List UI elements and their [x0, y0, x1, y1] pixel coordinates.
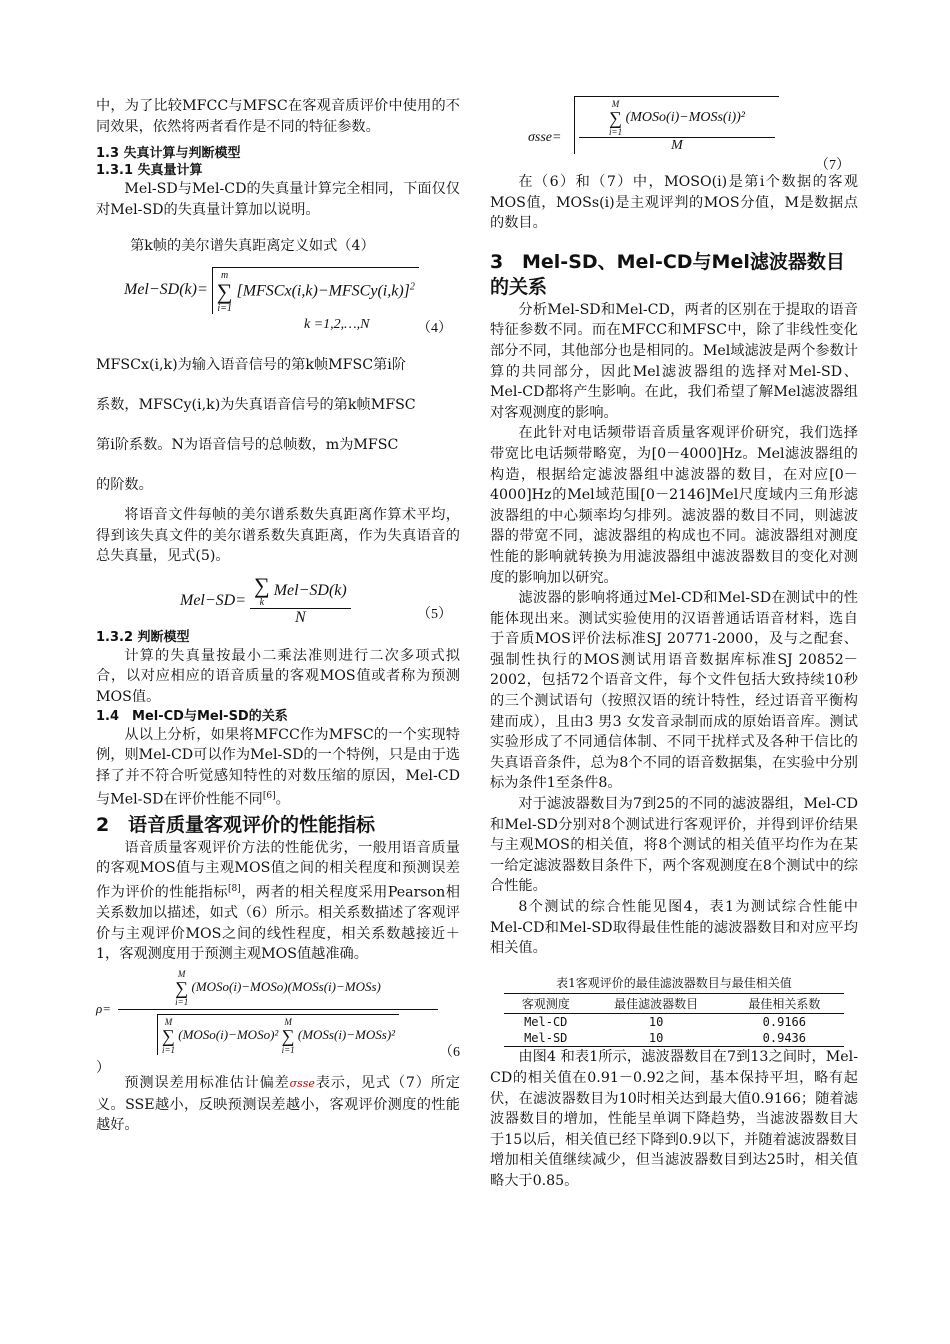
paragraph-3a: 分析Mel-SD和Mel-CD，两者的区别在于提取的语音特征参数不同。而在MFCC和MFSC中，除了非线性变化部分不同，其他部分也是相同的。Mel域滤波是两个参数计算的共同部分，因此Mel滤波器组的选择对Mel-SD、Mel-CD都将产生影响。在此，我们希望了解Mel滤波器组对客观测度的影响。 — [490, 301, 858, 421]
eq6-denominator-1: (MOSo(i)−MOSo)² — [178, 1026, 279, 1042]
table-cell: Mel-SD — [504, 1030, 588, 1047]
right-column — [490, 96, 858, 1192]
paragraph-3b: 在此针对电话频带语音质量客观评价研究，我们选择带宽比电话频带略宽，为[0－4000]Hz。Mel滤波器组的构造，根据给定滤波器组中滤波器的数目，在对应[0－4000]Hz的Mel域范围[0－2146]Mel尺度域内三角形滤波器组的中心频率均匀排列。滤波器的数目不同，则滤波器的带宽不同，滤波器组的构成也不同。滤波器组对测度性能的影响就转换为用滤波器组中滤波器数目的变化对测度的影响加以研究。 — [490, 425, 858, 586]
citation-8: [8] — [227, 883, 241, 894]
section-heading-3: 3 Mel-SD、Mel-CD与Mel滤波器数目的关系 — [490, 250, 845, 298]
eq6-denominator-2: (MOSs(i)−MOSs)² — [297, 1026, 396, 1042]
eq7-denominator: M — [671, 138, 683, 153]
eq5-denominator: N — [295, 608, 306, 626]
table-header: 客观测度 — [504, 994, 588, 1014]
eq6-sigma-bottom-2: ∑ — [281, 1025, 295, 1046]
section-heading-1-3-2: 1.3.2 判断模型 — [96, 629, 190, 645]
equation-4 — [96, 257, 460, 335]
eq4-k-range: k =1,2,…,N — [304, 316, 370, 332]
paragraph-3d: 对于滤波器数目为7到25的不同的滤波器组，Mel-CD和Mel-SD分别对8个测试进行客观评价，并得到评价结果与主观MOS的相关值，将8个测试的相关值平均作为在某一给定滤波器数目条件下，两个客观测度在8个测试中的综合性能。 — [490, 796, 858, 895]
eq5-sum-bottom: k — [259, 596, 265, 608]
variable-line-2: 系数，MFSCy(i,k)为失真语音信号的第k帧MFSC — [96, 396, 416, 413]
eq6-sigma-bottom-1: ∑ — [162, 1025, 175, 1046]
eq4-lhs: Mel−SD(k)= — [124, 281, 208, 299]
table-cell: Mel-CD — [524, 1015, 568, 1030]
table-cell: 0.9436 — [725, 1030, 844, 1047]
eq4-sum-top: m — [221, 269, 229, 281]
paragraph-1-3-1: Mel-SD与Mel-CD的失真量计算完全相同，下面仅仅对Mel-SD的失真量计算加以说明。 — [96, 181, 460, 218]
eq6-lhs: ρ= — [96, 1000, 112, 1016]
definition-text: 第k帧的美尔谱失真距离定义如式（4） — [130, 238, 375, 255]
table-row — [504, 1014, 844, 1031]
section-heading-1-3-1: 1.3.1 失真量计算 — [96, 163, 203, 179]
eq7-explanation: 在（6）和（7）中，MOSO(i)是第i个数据的客观MOS值，MOSs(i)是主观评判的MOS分值，M是数据点的数目。 — [490, 174, 858, 232]
left-column — [96, 96, 460, 1136]
paragraph-2: 语音质量客观评价方法的性能优劣，一般用语音质量的客观MOS值与主观MOS值之间的相关程度和预测误差作为评价的性能指标[8]，两者的相关程度采用Pearson相关系数加以描述，如式（6）所示。相关系数描述了客观评价与主观评价MOS之间的线性程度，相关系数越接近＋1，客观测度用于预测主观MOS值越准确。 — [96, 839, 460, 963]
eq5-lhs: Mel−SD= — [180, 591, 247, 609]
section-heading-1-3: 1.3 失真计算与判断模型 — [96, 146, 241, 162]
sigma-sse-symbol: σsse — [289, 1076, 315, 1090]
eq6-numerator: (MOSo(i)−MOSo)(MOSs(i)−MOSs) — [191, 978, 381, 994]
section-heading-1-4: 1.4 Mel-CD与Mel-SD的关系 — [96, 708, 288, 724]
eq7-numerator: (MOSo(i)−MOSs(i))² — [625, 110, 745, 126]
eq6-number: （6 — [439, 1044, 460, 1060]
table-caption: 表1客观评价的最佳滤波器数目与最佳相关值 — [556, 975, 792, 990]
table-cell: 0.9166 — [762, 1015, 807, 1030]
results-table — [504, 993, 844, 1047]
eq4-sum-bottom: i=1 — [217, 302, 232, 314]
table-cell: 10 — [588, 1030, 725, 1047]
eq4-body: [MFSCx(i,k)−MFSCy(i,k)] — [236, 282, 410, 300]
variable-line-4: 的阶数。 — [96, 476, 153, 493]
equation-6: ρ= M ∑ i=1 (MOSo(i)−MOSo)(MOSs(i)−MOSs) M ∑ i=1 (MOSo(i)−MOSo)² M ∑ i=1 (MOSs(i)−MOSs)² （6 ） — [96, 968, 460, 1076]
table-row — [504, 1030, 844, 1047]
equation-7: σsse= M ∑ i=1 (MOSo(i)−MOSs(i))² M （7） — [490, 96, 858, 172]
eq4-sigma: ∑ — [216, 278, 233, 304]
eq7-sigma: ∑ — [609, 108, 622, 128]
intro-paragraph: 中，为了比较MFCC与MFSC在客观音质评价中使用的不同效果，依然将两者看作是不同的特征参数。 — [96, 98, 460, 135]
paragraph-3f: 由图4 和表1所示，滤波器数目在7到13之间时，Mel-CD的相关值在0.91－0.92之间，基本保持平坦，略有起伏，在滤波器数目为10时相关达到最大值0.9166；随着滤波器数目的增加，性能呈单调下降趋势，当滤波器数目大于15以后，相关值已经下降到0.9以下，并随着滤波器数目增加相关值继续减少，但当滤波器数目到达25时，相关值略大于0.85。 — [490, 1049, 858, 1189]
equation-5 — [96, 567, 460, 629]
paragraph-3c: 滤波器的影响将通过Mel-CD和Mel-SD在测试中的性能体现出来。测试实验使用的汉语普通话语音材料，选自于音质MOS评价法标准SJ 20771-2000，及与之配套、强制性执行的MOS测试用语音数据库标准SJ 20852－2002，包括72个语音文件，每个文件包括大致持续10秒的三个测试语句（按照汉语的统计特性，经过语音平衡构建而成），且由3 男3 女发音录制而成的原始语音库。测试实验形成了不同通信体制、不同干扰样式及各种干信比的失真语音条件，总为8个不同的语音数据集，在实验中分别标为条件1至条件8。 — [490, 590, 858, 792]
eq7-number: （7） — [815, 158, 850, 173]
averaging-paragraph: 将语音文件每帧的美尔谱系数失真距离作算术平均，得到该失真文件的美尔谱系数失真距离，作为失真语音的总失真量，见式(5)。 — [96, 506, 460, 565]
variable-line-3: 第i阶系数。N为语音信号的总帧数，m为MFSC — [96, 436, 399, 453]
table-header: 最佳相关系数 — [725, 994, 844, 1014]
eq6-sigma-top: ∑ — [175, 977, 189, 998]
paragraph-1-3-2: 计算的失真量按最小二乘法准则进行二次多项式拟合，以对应相应的语音质量的客观MOS值或者称为预测MOS值。 — [96, 647, 460, 705]
eq5-number: （5） — [417, 606, 452, 622]
eq6-number-close: ） — [96, 1060, 110, 1076]
eq5-sigma: ∑ — [254, 572, 270, 598]
eq4-exponent: 2 — [409, 281, 415, 293]
sse-paragraph: 预测误差用标准估计偏差σsse表示，见式（7）所定义。SSE越小，反映预测误差越小，客观评价测度的性能越好。 — [96, 1074, 460, 1134]
eq4-number: （4） — [417, 320, 452, 336]
paragraph-1-4: 从以上分析，如果将MFCC作为MFSC的一个实现特例，则Mel-CD可以作为Mel-SD的一个特例，只是由于选择了并不符合听觉感知特性的对数压缩的原因，Mel-CD与Mel-SD在评价性能不同[6]。 — [96, 726, 460, 809]
table-header: 最佳滤波器数目 — [588, 994, 725, 1014]
eq5-numerator: Mel−SD(k) — [273, 581, 347, 599]
table-cell: 10 — [648, 1015, 664, 1030]
variable-line-1: MFSCx(i,k)为输入语音信号的第k帧MFSC第i阶 — [96, 356, 406, 373]
section-heading-2: 2 语音质量客观评价的性能指标 — [96, 813, 376, 836]
eq7-lhs: σsse= — [528, 130, 562, 145]
citation-6: [6] — [262, 791, 276, 802]
paragraph-3e: 8个测试的综合性能见图4，表1为测试综合性能中 Mel-CD和Mel-SD取得最佳性能的滤波器数目和对应平均相关值。 — [490, 899, 858, 957]
